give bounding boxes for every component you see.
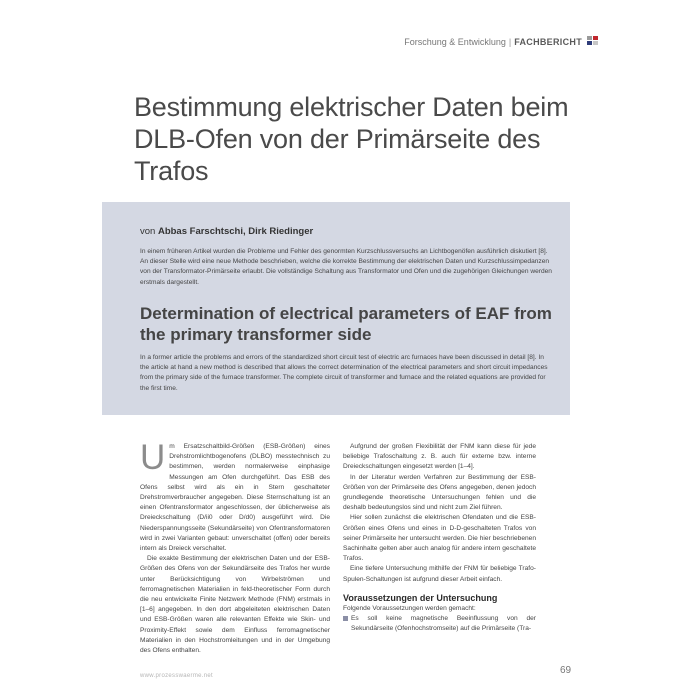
english-title: Determination of electrical parameters of EAF from the primary transformer side bbox=[140, 304, 552, 344]
byline-prefix: von bbox=[140, 226, 156, 237]
journal-logo-icon bbox=[587, 36, 599, 46]
header-separator: | bbox=[508, 37, 512, 47]
footer-url: www.prozesswaerme.net bbox=[140, 673, 213, 679]
body-paragraph: In der Literatur werden Verfahren zur Bestimmung der ESB-Größen von der Primärseite des Ofens angegeben, denen jedoch grundlegende theoretische Untersuchungen fehlen und die deshalb bedeutungslos sind und nicht zum Ziel führen. bbox=[343, 473, 536, 512]
authors: Abbas Farschtschi, Dirk Riedinger bbox=[157, 226, 314, 237]
body-column-right bbox=[343, 442, 536, 634]
body-paragraph: Folgende Voraussetzungen werden gemacht: bbox=[343, 604, 476, 612]
abstract-english: In a former article the problems and errors of the standardized short circuit test of electric arc furnaces have been discussed in detail [8]. In the article at hand a new method is described that allows the correct determination of the electrical parameters and short circuit impedances from the primary side of the furnace transformer. The complete circuit of transformer and furnace and the related equations are provided for the first time. bbox=[140, 354, 548, 392]
body-paragraph: Aufgrund der großen Flexibilität der FNM kann diese für jede beliebige Trafoschaltung z. B. auch für externe bzw. interne Dreieckschaltungen eingesetzt werden [1–4]. bbox=[343, 443, 536, 471]
list-item bbox=[343, 614, 536, 634]
page-number: 69 bbox=[560, 665, 572, 676]
header-section: Forschung & Entwicklung bbox=[404, 37, 506, 47]
byline bbox=[140, 226, 313, 237]
body-column-left bbox=[140, 438, 330, 656]
abstract-german: In einem früheren Artikel wurden die Probleme und Fehler des genormten Kurzschlussversuchs an Lichtbogenöfen ausführlich diskutiert [8]. An dieser Stelle wird eine neue Methode beschrieben, welche die korrekte Bestimmung der elektrischen Daten und Kurzschlussimpedanzen von der Transformator-Primärseite erlaubt. Die vollständige Schaltung aus Transformator und Ofen und die zugehörigen Gleichungen werden erstmals dargestellt. bbox=[140, 248, 552, 286]
paragraph-text: m Ersatzschaltbild-Größen (ESB-Größen) eines Drehstromlichtbogenofens (DLBO) messtechnisch zu bestimmen, werden normalerweise einphasige Messungen am Ofen durchgeführt. Das ESB des Ofens selbst wird als ein in Stern geschalteter Drehstromverbraucher angegeben. Diese Sternschaltung ist an einen Ofentransformator angeschlossen, der üblicherweise als Dreieckschaltung (D/ii0 oder D/d0) ausgeführt wird. Die Niederspannungsseite (Sekundärseite) von Ofentransformatoren wird in zwei Varianten gebaut: unverschaltet (offen) oder bereits intern als Dreieck verschaltet. bbox=[140, 443, 330, 553]
body-paragraph: Hier sollen zunächst die elektrischen Ofendaten und die ESB-Größen eines Ofens und eines in D-D-geschalteten Trafos von seiner Primärseite her untersucht werden. Die hier beschriebenen Sachinhalte gelten aber auch analog für andere intern geschaltete Trafos. bbox=[343, 514, 536, 563]
running-header bbox=[404, 37, 582, 47]
article-title: Bestimmung elektrischer Daten beim DLB-Ofen von der Primärseite des Trafos bbox=[134, 92, 569, 186]
body-paragraph bbox=[140, 438, 330, 554]
drop-cap: U bbox=[140, 438, 166, 477]
section-heading: Voraussetzungen der Untersuchung bbox=[343, 592, 498, 603]
square-bullet-icon bbox=[343, 616, 348, 621]
body-paragraph: Die exakte Bestimmung der elektrischen Daten und der ESB-Größen des Ofens von der Sekundärseite des Trafos her wurde unter Berücksichtigung von Wirbelströmen und ferromagnetischen Materialien in feld-theoretischer Form durch die neu entwickelte Finite Netzwerk Methode (FNM) erstmals in [1–6] angegeben. In den dort abgeleiteten elektrischen Daten und ESB-Größen waren alle relevanten Effekte wie Skin- und Proximity-Effekt sowie dem Einfluss ferromagnetischer Materialien in den Hochstromleitungen und in der Umgebung des Ofens enthalten. bbox=[140, 555, 330, 655]
body-paragraph: Eine tiefere Untersuchung mithilfe der FNM für beliebige Trafo-Spulen-Schaltungen ist aufgrund dieser Arbeit einfach. bbox=[343, 565, 536, 583]
list-item-text: Es soll keine magnetische Beeinflussung von der Sekundärseite (Ofenhochstromseite) auf die Primärseite (Tra- bbox=[351, 615, 536, 633]
header-category: FACHBERICHT bbox=[514, 37, 582, 47]
